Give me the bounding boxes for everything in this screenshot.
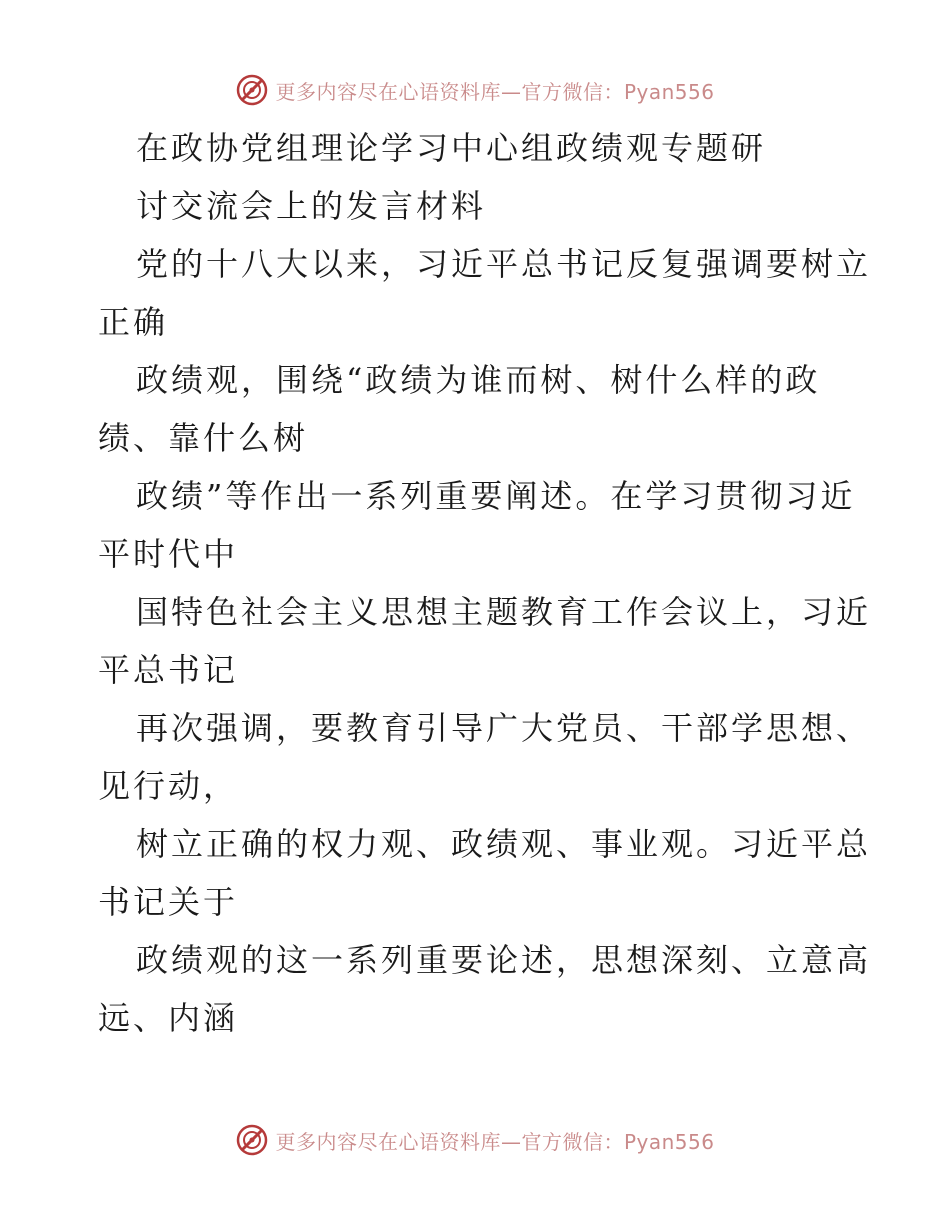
header-banner-text: 更多内容尽在心语资料库—官方微信：Pyan556: [275, 79, 715, 104]
document-line: 政绩”等作出一系列重要阐述。在学习贯彻习近: [136, 477, 856, 515]
document-line: 讨交流会上的发言材料: [136, 187, 487, 225]
seal-logo-icon: [235, 73, 269, 107]
document-line: 政绩观，围绕“政绩为谁而树、树什么样的政: [136, 361, 821, 399]
page-header-banner: [0, 70, 950, 110]
document-line: 党的十八大以来，习近平总书记反复强调要树立: [136, 245, 872, 283]
document-line: 国特色社会主义思想主题教育工作会议上，习近: [136, 593, 872, 631]
seal-logo-icon: [235, 1123, 269, 1157]
document-line: 书记关于: [98, 883, 239, 921]
document-line: 平总书记: [98, 651, 239, 689]
document-line: 在政协党组理论学习中心组政绩观专题研: [136, 129, 767, 167]
document-line: 平时代中: [98, 535, 239, 573]
document-line: 政绩观的这一系列重要论述，思想深刻、立意高: [136, 941, 872, 979]
document-line: 见行动，: [98, 767, 239, 805]
document-line: 远、内涵: [98, 999, 239, 1037]
document-line: 树立正确的权力观、政绩观、事业观。习近平总: [136, 825, 872, 863]
page-footer-banner: [0, 1120, 950, 1160]
footer-banner-text: 更多内容尽在心语资料库—官方微信：Pyan556: [275, 1129, 715, 1154]
document-line: 再次强调，要教育引导广大党员、干部学思想、: [136, 709, 872, 747]
document-line: 绩、靠什么树: [98, 419, 309, 457]
document-line: 正确: [98, 303, 169, 341]
